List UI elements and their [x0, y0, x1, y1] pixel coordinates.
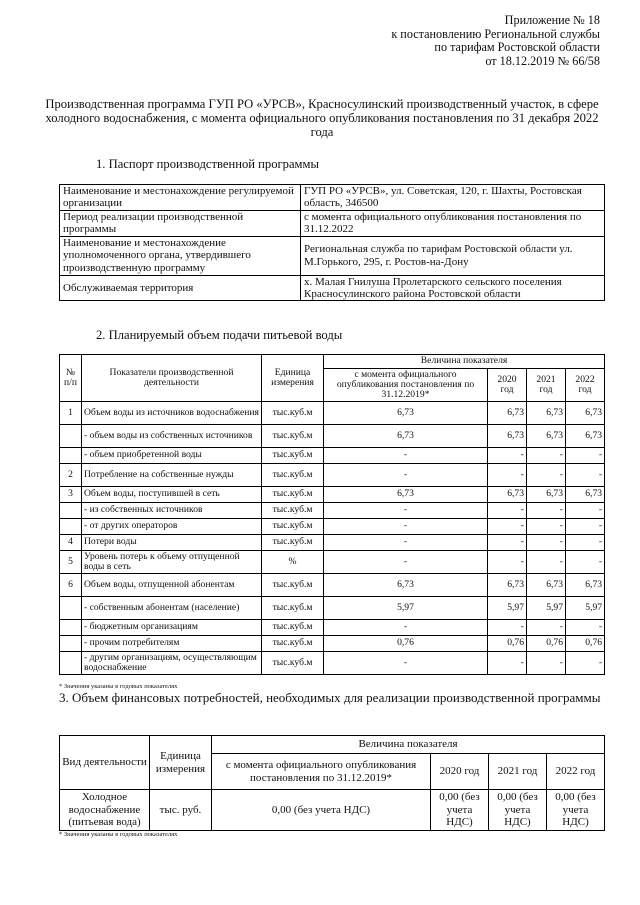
year-2020-value-cell: -: [488, 448, 527, 464]
table-row: [60, 448, 605, 464]
table-row: [60, 210, 605, 236]
row-number-cell: 6: [60, 574, 82, 597]
row-number-cell: 3: [60, 487, 82, 503]
water-volume-table: [59, 354, 605, 675]
period-value-cell: -: [324, 620, 488, 636]
passport-value-cell: Региональная служба по тарифам Ростовской области ул. М.Горького, 295, г. Ростов-на-Дону: [301, 236, 605, 275]
unit-cell: тыс.куб.м: [262, 425, 324, 448]
year-2021-value-cell: 6,73: [527, 487, 566, 503]
year-2021-value-cell: 0,76: [527, 636, 566, 652]
year-2022-value-cell: 0,00 (без учета НДС): [547, 790, 605, 831]
row-number-cell: [60, 519, 82, 535]
unit-cell: тыс.куб.м: [262, 597, 324, 620]
table-row: [60, 425, 605, 448]
appendix-line: Приложение № 18: [504, 13, 600, 27]
passport-value-cell: х. Малая Гнилуша Пролетарского сельского поселения Красносулинского района Ростовской области: [301, 275, 605, 301]
header-period: с момента официального опубликования постановления по 31.12.2019*: [212, 754, 431, 790]
appendix-line: по тарифам Ростовской области: [434, 40, 600, 55]
year-2020-value-cell: 0,00 (без учета НДС): [431, 790, 489, 831]
period-value-cell: -: [324, 652, 488, 675]
indicator-cell: - объем воды из собственных источников: [82, 425, 262, 448]
year-2021-value-cell: -: [527, 620, 566, 636]
row-number-cell: 2: [60, 464, 82, 487]
year-2022-value-cell: -: [566, 620, 605, 636]
table-row: [60, 597, 605, 620]
header-activity: Вид деятельности: [60, 736, 150, 790]
indicator-cell: Объем воды, поступившей в сеть: [82, 487, 262, 503]
table-row: [60, 790, 605, 831]
passport-label-cell: Период реализации производственной программы: [60, 210, 301, 236]
header-num: № п/п: [60, 355, 82, 402]
year-2020-value-cell: -: [488, 551, 527, 574]
indicator-cell: - прочим потребителям: [82, 636, 262, 652]
table-row: [60, 535, 605, 551]
table-row: [60, 574, 605, 597]
indicator-cell: - объем приобретенной воды: [82, 448, 262, 464]
header-year-2022: 2022 год: [547, 754, 605, 790]
unit-cell: тыс.куб.м: [262, 402, 324, 425]
header-year-2022: 2022 год: [566, 369, 605, 402]
table-row: [60, 487, 605, 503]
row-number-cell: [60, 597, 82, 620]
period-value-cell: 0,00 (без учета НДС): [212, 790, 431, 831]
row-number-cell: [60, 636, 82, 652]
year-2021-value-cell: 0,00 (без учета НДС): [489, 790, 547, 831]
period-value-cell: -: [324, 464, 488, 487]
year-2020-value-cell: 5,97: [488, 597, 527, 620]
unit-cell: тыс.куб.м: [262, 448, 324, 464]
indicator-cell: - из собственных источников: [82, 503, 262, 519]
period-value-cell: -: [324, 551, 488, 574]
unit-cell: тыс.куб.м: [262, 464, 324, 487]
year-2020-value-cell: 0,76: [488, 636, 527, 652]
year-2022-value-cell: 6,73: [566, 574, 605, 597]
passport-label-cell: Обслуживаемая территория: [60, 275, 301, 301]
passport-label-cell: Наименование и местонахождение уполномоченного органа, утвердившего производственную программу: [60, 236, 301, 275]
passport-label-cell: Наименование и местонахождение регулируемой организации: [60, 185, 301, 211]
appendix-header: [300, 14, 600, 68]
row-number-cell: [60, 620, 82, 636]
year-2021-value-cell: 5,97: [527, 597, 566, 620]
section-1-title: 1. Паспорт производственной программы: [96, 157, 319, 171]
unit-cell: тыс. руб.: [150, 790, 212, 831]
table-row: [60, 464, 605, 487]
year-2021-value-cell: -: [527, 503, 566, 519]
period-value-cell: -: [324, 519, 488, 535]
row-number-cell: 4: [60, 535, 82, 551]
period-value-cell: 6,73: [324, 402, 488, 425]
table-row: [60, 620, 605, 636]
year-2021-value-cell: 6,73: [527, 574, 566, 597]
year-2020-value-cell: -: [488, 519, 527, 535]
row-number-cell: [60, 425, 82, 448]
year-2021-value-cell: -: [527, 551, 566, 574]
year-2022-value-cell: 6,73: [566, 425, 605, 448]
activity-cell: Холодное водоснабжение (питьевая вода): [60, 790, 150, 831]
period-value-cell: 0,76: [324, 636, 488, 652]
year-2020-value-cell: 6,73: [488, 425, 527, 448]
table-row: [60, 652, 605, 675]
year-2022-value-cell: -: [566, 519, 605, 535]
passport-value-cell: с момента официального опубликования постановления по 31.12.2022: [301, 210, 605, 236]
financial-needs-table: [59, 735, 605, 831]
row-number-cell: 5: [60, 551, 82, 574]
year-2020-value-cell: -: [488, 535, 527, 551]
year-2022-value-cell: -: [566, 503, 605, 519]
passport-value-cell: ГУП РО «УРСВ», ул. Советская, 120, г. Шахты, Ростовская область, 346500: [301, 185, 605, 211]
year-2020-value-cell: -: [488, 620, 527, 636]
row-number-cell: [60, 503, 82, 519]
year-2020-value-cell: 6,73: [488, 574, 527, 597]
appendix-line: к постановлению Региональной службы: [391, 26, 600, 41]
header-unit: Единица измерения: [262, 355, 324, 402]
section-2-title: 2. Планируемый объем подачи питьевой воды: [96, 328, 343, 342]
header-year-2021: 2021 год: [489, 754, 547, 790]
year-2022-value-cell: -: [566, 551, 605, 574]
table-row: [60, 519, 605, 535]
year-2020-value-cell: -: [488, 652, 527, 675]
table-row: [60, 402, 605, 425]
header-value-group: Величина показателя: [324, 355, 605, 369]
year-2022-value-cell: -: [566, 652, 605, 675]
year-2021-value-cell: -: [527, 652, 566, 675]
table-row: [60, 503, 605, 519]
year-2022-value-cell: -: [566, 448, 605, 464]
period-value-cell: 6,73: [324, 487, 488, 503]
header-year-2020: 2020 год: [488, 369, 527, 402]
year-2021-value-cell: -: [527, 535, 566, 551]
unit-cell: тыс.куб.м: [262, 620, 324, 636]
period-value-cell: 6,73: [324, 425, 488, 448]
period-value-cell: 5,97: [324, 597, 488, 620]
appendix-line: от 18.12.2019 № 66/58: [485, 53, 600, 68]
indicator-cell: - собственным абонентам (население): [82, 597, 262, 620]
passport-table: [59, 184, 605, 301]
period-value-cell: 6,73: [324, 574, 488, 597]
header-period: с момента официального опубликования постановления по 31.12.2019*: [324, 369, 488, 402]
year-2022-value-cell: -: [566, 535, 605, 551]
unit-cell: тыс.куб.м: [262, 652, 324, 675]
header-year-2020: 2020 год: [431, 754, 489, 790]
indicator-cell: Объем воды из источников водоснабжения: [82, 402, 262, 425]
period-value-cell: -: [324, 503, 488, 519]
indicator-cell: Объем воды, отпущенной абонентам: [82, 574, 262, 597]
indicator-cell: - от других операторов: [82, 519, 262, 535]
year-2021-value-cell: -: [527, 519, 566, 535]
year-2021-value-cell: 6,73: [527, 402, 566, 425]
unit-cell: тыс.куб.м: [262, 535, 324, 551]
period-value-cell: -: [324, 535, 488, 551]
indicator-cell: - бюджетным организациям: [82, 620, 262, 636]
header-value-group: Величина показателя: [212, 736, 605, 754]
table-row: [60, 636, 605, 652]
indicator-cell: Потребление на собственные нужды: [82, 464, 262, 487]
year-2022-value-cell: 6,73: [566, 402, 605, 425]
table-row: [60, 236, 605, 275]
table-3-footnote: * Значения указаны в годовых показателях: [59, 831, 178, 838]
year-2020-value-cell: -: [488, 464, 527, 487]
unit-cell: тыс.куб.м: [262, 636, 324, 652]
year-2022-value-cell: 0,76: [566, 636, 605, 652]
year-2020-value-cell: -: [488, 503, 527, 519]
table-row: [60, 275, 605, 301]
year-2021-value-cell: 6,73: [527, 425, 566, 448]
year-2020-value-cell: 6,73: [488, 402, 527, 425]
unit-cell: %: [262, 551, 324, 574]
unit-cell: тыс.куб.м: [262, 519, 324, 535]
indicator-cell: Уровень потерь к объему отпущенной воды в сеть: [82, 551, 262, 574]
unit-cell: тыс.куб.м: [262, 487, 324, 503]
indicator-cell: Потери воды: [82, 535, 262, 551]
header-unit: Единица измерения: [150, 736, 212, 790]
table-row: [60, 185, 605, 211]
year-2021-value-cell: -: [527, 464, 566, 487]
row-number-cell: [60, 652, 82, 675]
table-row: [60, 551, 605, 574]
row-number-cell: 1: [60, 402, 82, 425]
year-2021-value-cell: -: [527, 448, 566, 464]
year-2022-value-cell: -: [566, 464, 605, 487]
period-value-cell: -: [324, 448, 488, 464]
header-indicator: Показатели производственной деятельности: [82, 355, 262, 402]
row-number-cell: [60, 448, 82, 464]
header-year-2021: 2021 год: [527, 369, 566, 402]
indicator-cell: - другим организациям, осуществляющим водоснабжение: [82, 652, 262, 675]
section-3-title: 3. Объем финансовых потребностей, необходимых для реализации производственной программы: [59, 690, 601, 705]
year-2022-value-cell: 5,97: [566, 597, 605, 620]
table-2-footnote: * Значения указаны в годовых показателях: [59, 683, 178, 690]
year-2020-value-cell: 6,73: [488, 487, 527, 503]
document-title: Производственная программа ГУП РО «УРСВ», Красносулинский производственный участок, в сфере холодного водоснабжения, с момента официального опубликования постановления по 31 декабря 2022 года: [45, 97, 599, 139]
unit-cell: тыс.куб.м: [262, 503, 324, 519]
unit-cell: тыс.куб.м: [262, 574, 324, 597]
year-2022-value-cell: 6,73: [566, 487, 605, 503]
